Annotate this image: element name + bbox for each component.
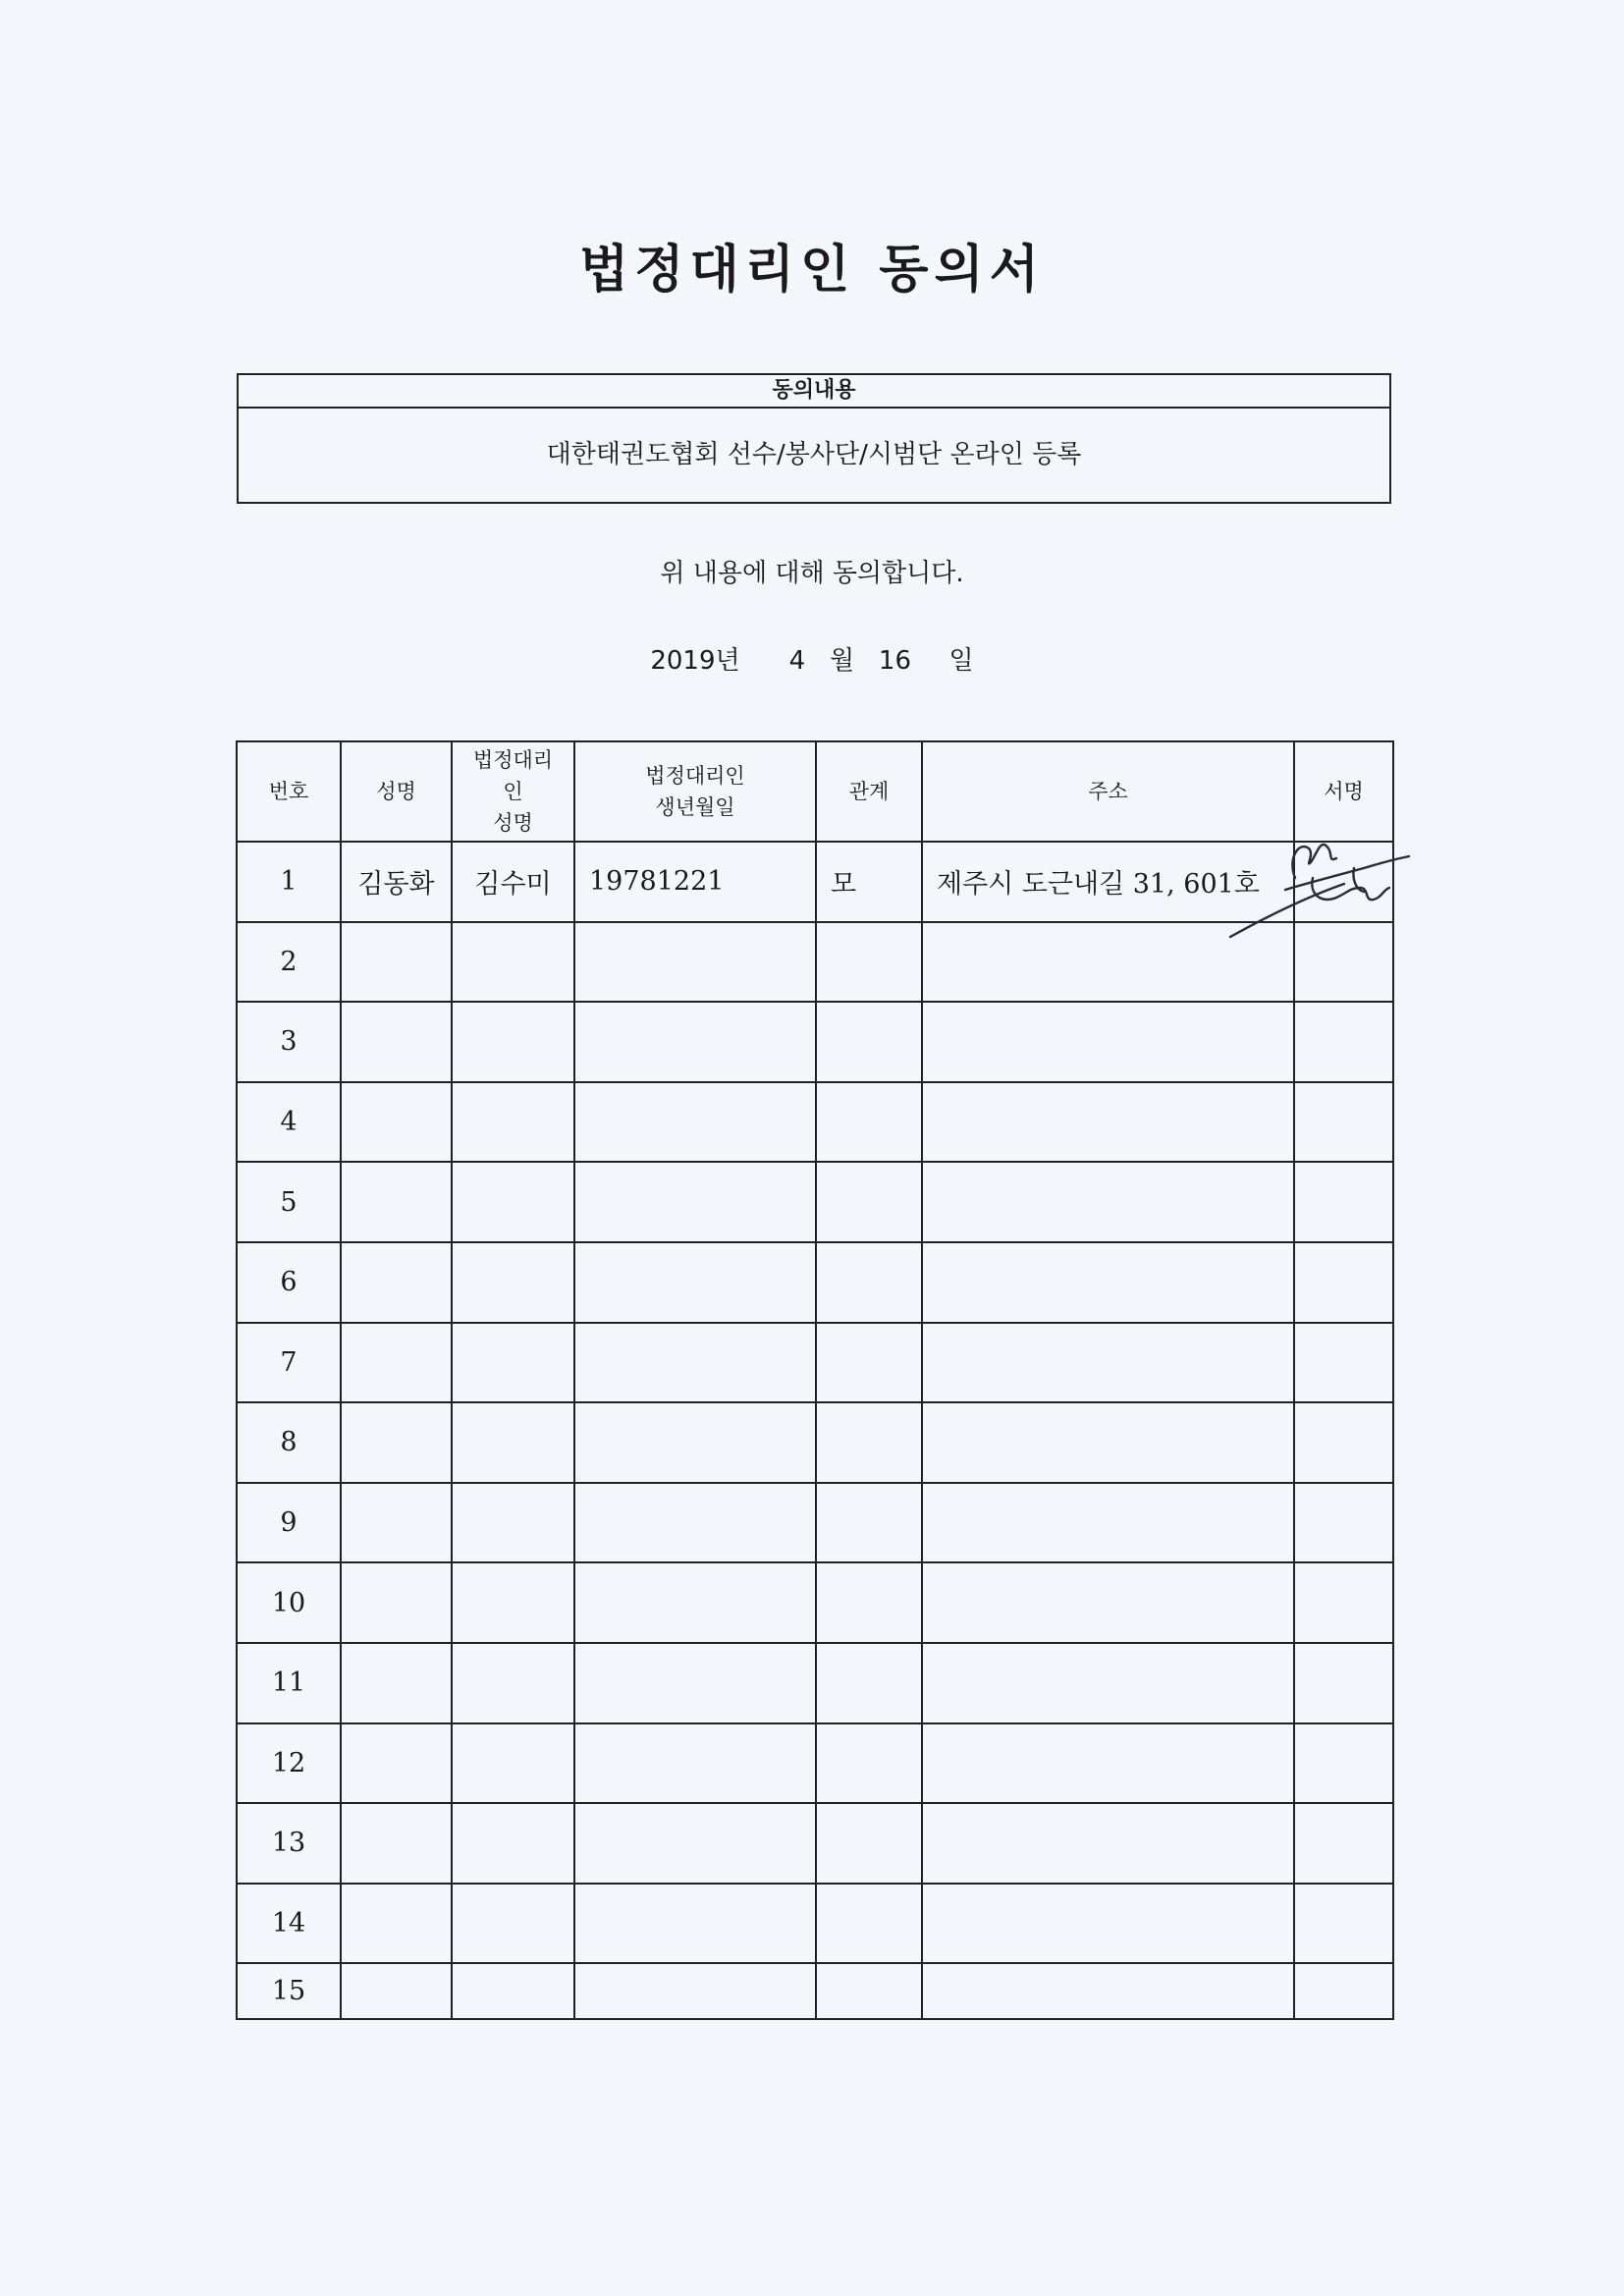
table-row [237, 1963, 1393, 2019]
cell-name [341, 1323, 452, 1403]
table-row [237, 1162, 1393, 1242]
cell-guardian-name [452, 1562, 574, 1643]
cell-guardian-birth [574, 1242, 816, 1323]
cell-guardian-name: 김수미 [452, 842, 574, 922]
cell-guardian-name [452, 1803, 574, 1884]
cell-relation [816, 1562, 922, 1643]
handwritten-signature [1226, 819, 1423, 947]
table-row [237, 1082, 1393, 1163]
cell-guardian-birth [574, 1963, 816, 2019]
cell-name [341, 1483, 452, 1563]
cell-guardian-birth [574, 1723, 816, 1804]
cell-signature [1294, 1884, 1393, 1964]
cell-relation [816, 1483, 922, 1563]
table-row [237, 1242, 1393, 1323]
date-day: 16 [878, 646, 911, 676]
cell-name [341, 1723, 452, 1804]
cell-no: 13 [237, 1803, 341, 1884]
cell-signature [1294, 1242, 1393, 1323]
cell-guardian-birth [574, 1162, 816, 1242]
cell-address: 제주시 도근내길 31, 601호 [922, 842, 1294, 922]
cell-address [922, 1562, 1294, 1643]
cell-guardian-name [452, 1483, 574, 1563]
col-header-guardian-name-line3: 성명 [493, 811, 533, 835]
cell-address [922, 1884, 1294, 1964]
cell-signature [1294, 1643, 1393, 1723]
cell-signature [1294, 842, 1393, 922]
cell-guardian-birth [574, 1884, 816, 1964]
col-header-relation: 관계 [816, 741, 922, 842]
cell-no: 3 [237, 1002, 341, 1082]
col-header-address: 주소 [922, 741, 1294, 842]
cell-address [922, 1483, 1294, 1563]
cell-signature [1294, 1723, 1393, 1804]
cell-guardian-birth: 19781221 [574, 842, 816, 922]
cell-signature [1294, 1803, 1393, 1884]
cell-signature [1294, 1002, 1393, 1082]
cell-relation [816, 1723, 922, 1804]
cell-guardian-name [452, 1643, 574, 1723]
cell-relation [816, 1323, 922, 1403]
col-header-guardian-birth-line2: 생년월일 [655, 795, 735, 819]
table-row [237, 842, 1393, 922]
col-header-guardian-name [452, 741, 574, 842]
table-row [237, 1402, 1393, 1483]
cell-no: 9 [237, 1483, 341, 1563]
cell-signature [1294, 1162, 1393, 1242]
cell-name [341, 1162, 452, 1242]
cell-address [922, 1963, 1294, 2019]
cell-signature [1294, 1402, 1393, 1483]
col-header-no: 번호 [237, 741, 341, 842]
table-row [237, 1483, 1393, 1563]
cell-guardian-name [452, 1242, 574, 1323]
cell-guardian-name [452, 922, 574, 1003]
cell-guardian-birth [574, 1643, 816, 1723]
document-title: 법정대리인 동의서 [579, 240, 1045, 300]
cell-name [341, 1643, 452, 1723]
table-row [237, 1002, 1393, 1082]
table-row [237, 1723, 1393, 1804]
table-row [237, 1884, 1393, 1964]
cell-guardian-birth [574, 1483, 816, 1563]
cell-no: 5 [237, 1162, 341, 1242]
cell-guardian-name [452, 1323, 574, 1403]
cell-guardian-birth [574, 1562, 816, 1643]
consent-date [0, 640, 1624, 677]
cell-name [341, 922, 452, 1003]
cell-signature [1294, 1323, 1393, 1403]
table-row [237, 922, 1393, 1003]
cell-relation [816, 1643, 922, 1723]
date-day-unit: 일 [948, 646, 974, 676]
agreement-text: 위 내용에 대해 동의합니다. [660, 559, 964, 588]
cell-signature [1294, 1562, 1393, 1643]
cell-signature [1294, 1963, 1393, 2019]
cell-no: 14 [237, 1884, 341, 1964]
cell-relation [816, 922, 922, 1003]
cell-guardian-name [452, 1082, 574, 1163]
cell-address [922, 1723, 1294, 1804]
cell-name [341, 1884, 452, 1964]
cell-name [341, 1803, 452, 1884]
cell-address [922, 1242, 1294, 1323]
cell-guardian-name [452, 1002, 574, 1082]
cell-signature [1294, 1082, 1393, 1163]
cell-guardian-birth [574, 1323, 816, 1403]
col-header-guardian-birth-line1: 법정대리인 [645, 764, 745, 788]
consent-box-header: 동의내용 [239, 375, 1389, 409]
cell-guardian-birth [574, 1002, 816, 1082]
cell-address [922, 1402, 1294, 1483]
cell-relation [816, 1162, 922, 1242]
cell-guardian-name [452, 1723, 574, 1804]
table-row [237, 1562, 1393, 1643]
col-header-guardian-name-line1: 법정대리 [472, 748, 554, 772]
cell-no: 1 [237, 842, 341, 922]
cell-name: 김동화 [341, 842, 452, 922]
cell-guardian-birth [574, 922, 816, 1003]
date-year: 2019년 [650, 646, 740, 676]
cell-no: 11 [237, 1643, 341, 1723]
cell-relation [816, 1884, 922, 1964]
table-row [237, 1803, 1393, 1884]
cell-guardian-birth [574, 1082, 816, 1163]
cell-guardian-name [452, 1963, 574, 2019]
col-header-signature: 서명 [1294, 741, 1393, 842]
consent-box-content: 대한태권도협회 선수/봉사단/시범단 온라인 등록 [546, 440, 1082, 469]
cell-no: 8 [237, 1402, 341, 1483]
cell-no: 7 [237, 1323, 341, 1403]
cell-guardian-birth [574, 1803, 816, 1884]
table-header-row [237, 741, 1393, 842]
cell-no: 12 [237, 1723, 341, 1804]
cell-signature [1294, 1483, 1393, 1563]
consent-content-box [237, 373, 1391, 504]
cell-relation: 모 [816, 842, 922, 922]
date-month: 4 [788, 646, 806, 676]
cell-name [341, 1242, 452, 1323]
guardian-table [236, 740, 1394, 2020]
cell-relation [816, 1082, 922, 1163]
table-row [237, 1323, 1393, 1403]
cell-name [341, 1402, 452, 1483]
cell-name [341, 1002, 452, 1082]
cell-address [922, 1002, 1294, 1082]
cell-address [922, 1643, 1294, 1723]
cell-no: 2 [237, 922, 341, 1003]
cell-name [341, 1082, 452, 1163]
table-row [237, 1643, 1393, 1723]
cell-guardian-name [452, 1884, 574, 1964]
cell-relation [816, 1242, 922, 1323]
cell-guardian-name [452, 1402, 574, 1483]
date-month-unit: 월 [829, 646, 855, 676]
cell-no: 10 [237, 1562, 341, 1643]
cell-relation [816, 1803, 922, 1884]
cell-no: 15 [237, 1963, 341, 2019]
col-header-guardian-birth [574, 741, 816, 842]
cell-guardian-name [452, 1162, 574, 1242]
cell-address [922, 1803, 1294, 1884]
cell-no: 4 [237, 1082, 341, 1163]
cell-name [341, 1562, 452, 1643]
cell-relation [816, 1002, 922, 1082]
cell-relation [816, 1402, 922, 1483]
col-header-guardian-name-line2: 인 [503, 780, 523, 803]
cell-address [922, 1323, 1294, 1403]
cell-address [922, 1162, 1294, 1242]
cell-guardian-birth [574, 1402, 816, 1483]
cell-name [341, 1963, 452, 2019]
col-header-name: 성명 [341, 741, 452, 842]
cell-address [922, 1082, 1294, 1163]
cell-relation [816, 1963, 922, 2019]
cell-no: 6 [237, 1242, 341, 1323]
